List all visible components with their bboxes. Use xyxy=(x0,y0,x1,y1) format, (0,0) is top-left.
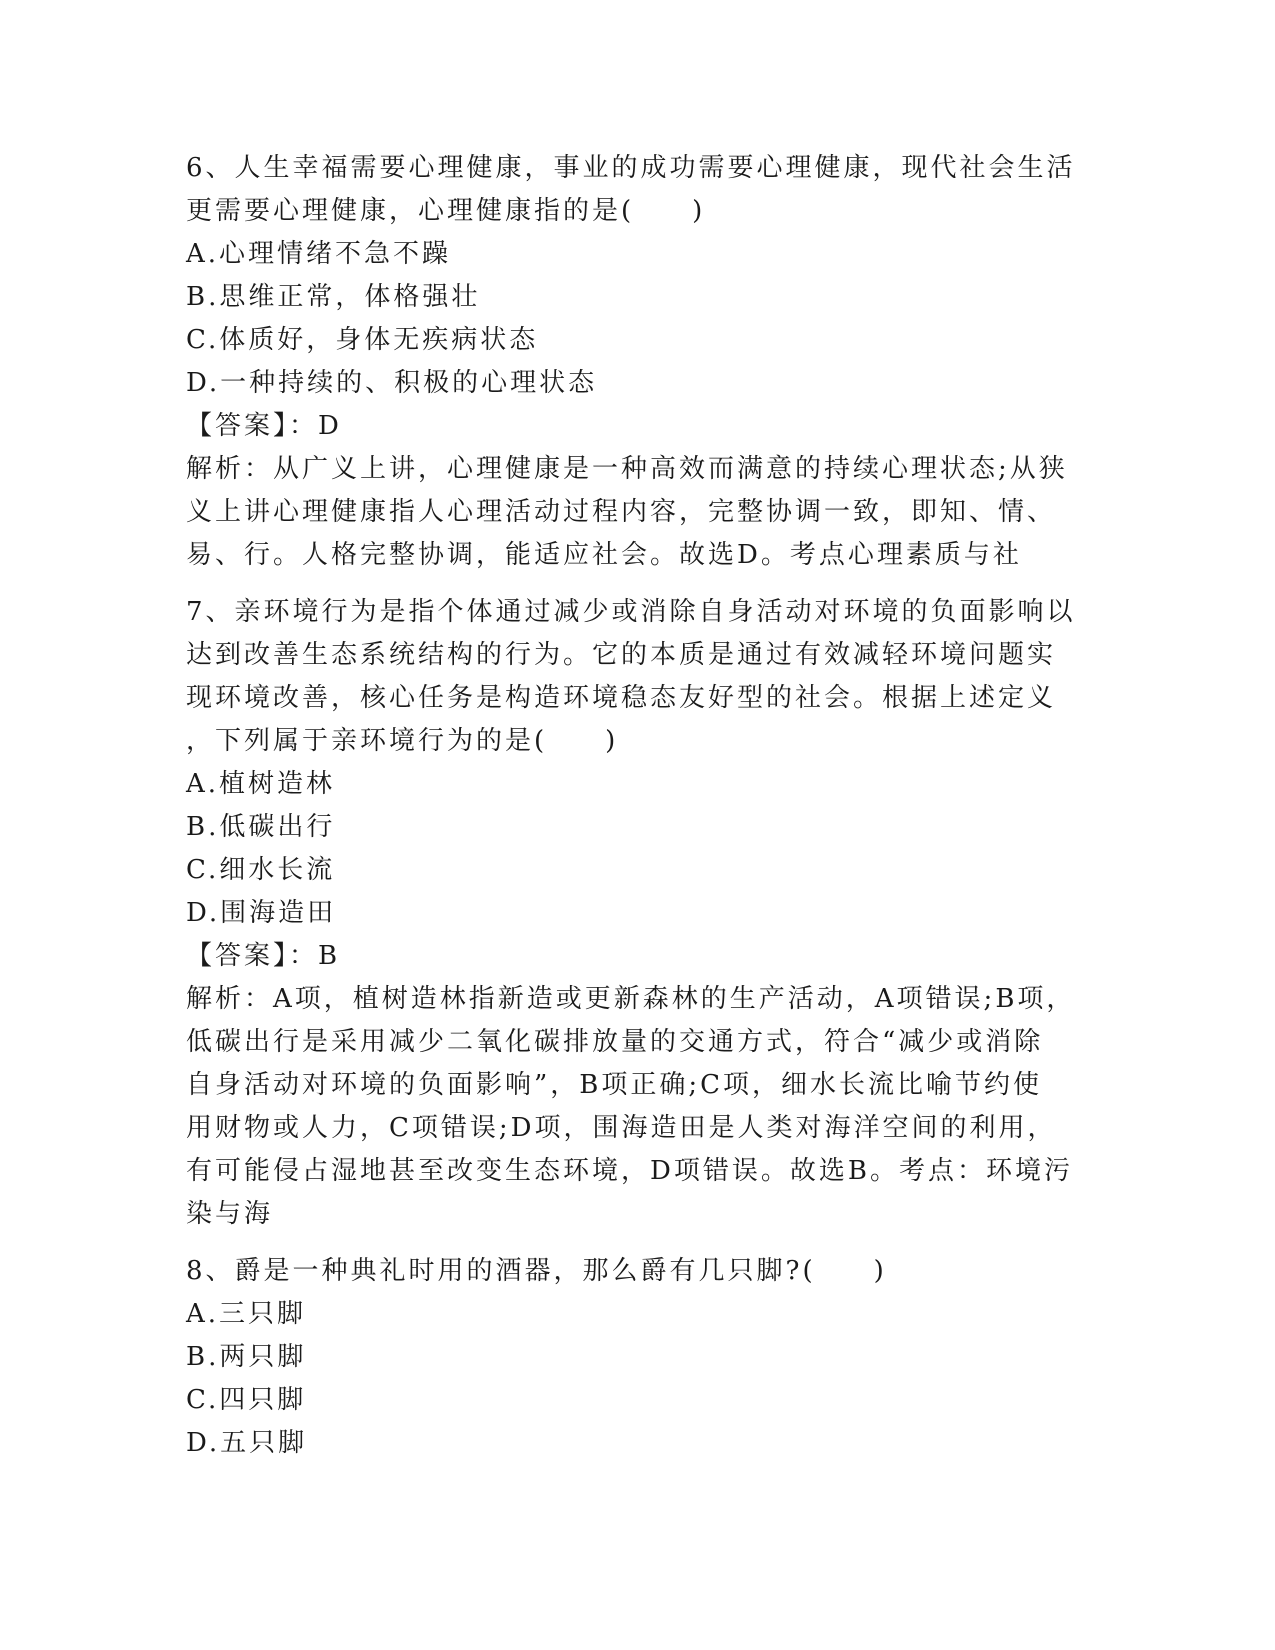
question-8 xyxy=(186,1250,1076,1465)
document-page xyxy=(186,147,1076,1465)
question-6-stem-line-2: 更需要心理健康，心理健康指的是( ) xyxy=(186,196,706,226)
question-7-stem-line-4: ，下列属于亲环境行为的是( ) xyxy=(186,726,619,756)
question-7-analysis-line-6: 染与海 xyxy=(186,1199,274,1229)
question-7-stem-line-1: 7、亲环境行为是指个体通过减少或消除自身活动对环境的负面影响以 xyxy=(186,597,1076,627)
question-8-stem-line-1: 8、爵是一种典礼时用的酒器，那么爵有几只脚?( ) xyxy=(186,1256,887,1286)
question-6-option-a: A.心理情绪不急不躁 xyxy=(186,239,452,269)
question-6-analysis-line-2: 义上讲心理健康指人心理活动过程内容，完整协调一致，即知、情、 xyxy=(186,497,1057,527)
question-6-analysis-line-1: 解析：从广义上讲，心理健康是一种高效而满意的持续心理状态;从狭 xyxy=(186,454,1068,484)
question-7-analysis-line-3: 自身活动对环境的负面影响”，B项正确;C项，细水长流比喻节约使 xyxy=(186,1070,1043,1100)
question-6-stem-line-1: 6、人生幸福需要心理健康，事业的成功需要心理健康，现代社会生活 xyxy=(186,153,1076,183)
question-7 xyxy=(186,591,1076,1236)
question-7-analysis-line-4: 用财物或人力，C项错误;D项，围海造田是人类对海洋空间的利用， xyxy=(186,1113,1057,1143)
question-7-option-b: B.低碳出行 xyxy=(186,812,336,842)
question-7-answer: 【答案】：B xyxy=(186,941,341,971)
question-6-option-c: C.体质好，身体无疾病状态 xyxy=(186,325,539,355)
question-8-option-c: C.四只脚 xyxy=(186,1385,307,1415)
question-7-stem-line-3: 现环境改善，核心任务是构造环境稳态友好型的社会。根据上述定义 xyxy=(186,683,1057,713)
question-8-option-b: B.两只脚 xyxy=(186,1342,307,1372)
question-6 xyxy=(186,147,1076,577)
question-6-option-d: D.一种持续的、积极的心理状态 xyxy=(186,368,598,398)
question-7-analysis-line-1: 解析：A项，植树造林指新造或更新森林的生产活动，A项错误;B项， xyxy=(186,984,1076,1014)
question-8-option-d: D.五只脚 xyxy=(186,1428,308,1458)
question-7-analysis-line-5: 有可能侵占湿地甚至改变生态环境，D项错误。故选B。考点：环境污 xyxy=(186,1156,1073,1186)
question-8-option-a: A.三只脚 xyxy=(186,1299,307,1329)
question-6-answer: 【答案】：D xyxy=(186,411,342,441)
question-6-option-b: B.思维正常，体格强壮 xyxy=(186,282,481,312)
question-7-option-c: C.细水长流 xyxy=(186,855,336,885)
question-spacer xyxy=(186,1236,1076,1250)
question-7-stem-line-2: 达到改善生态系统结构的行为。它的本质是通过有效减轻环境问题实 xyxy=(186,640,1057,670)
question-7-option-a: A.植树造林 xyxy=(186,769,336,799)
question-7-analysis-line-2: 低碳出行是采用减少二氧化碳排放量的交通方式，符合“减少或消除 xyxy=(186,1027,1044,1057)
question-6-analysis-line-3: 易、行。人格完整协调，能适应社会。故选D。考点心理素质与社 xyxy=(186,540,1022,570)
question-spacer xyxy=(186,577,1076,591)
question-7-option-d: D.围海造田 xyxy=(186,898,337,928)
